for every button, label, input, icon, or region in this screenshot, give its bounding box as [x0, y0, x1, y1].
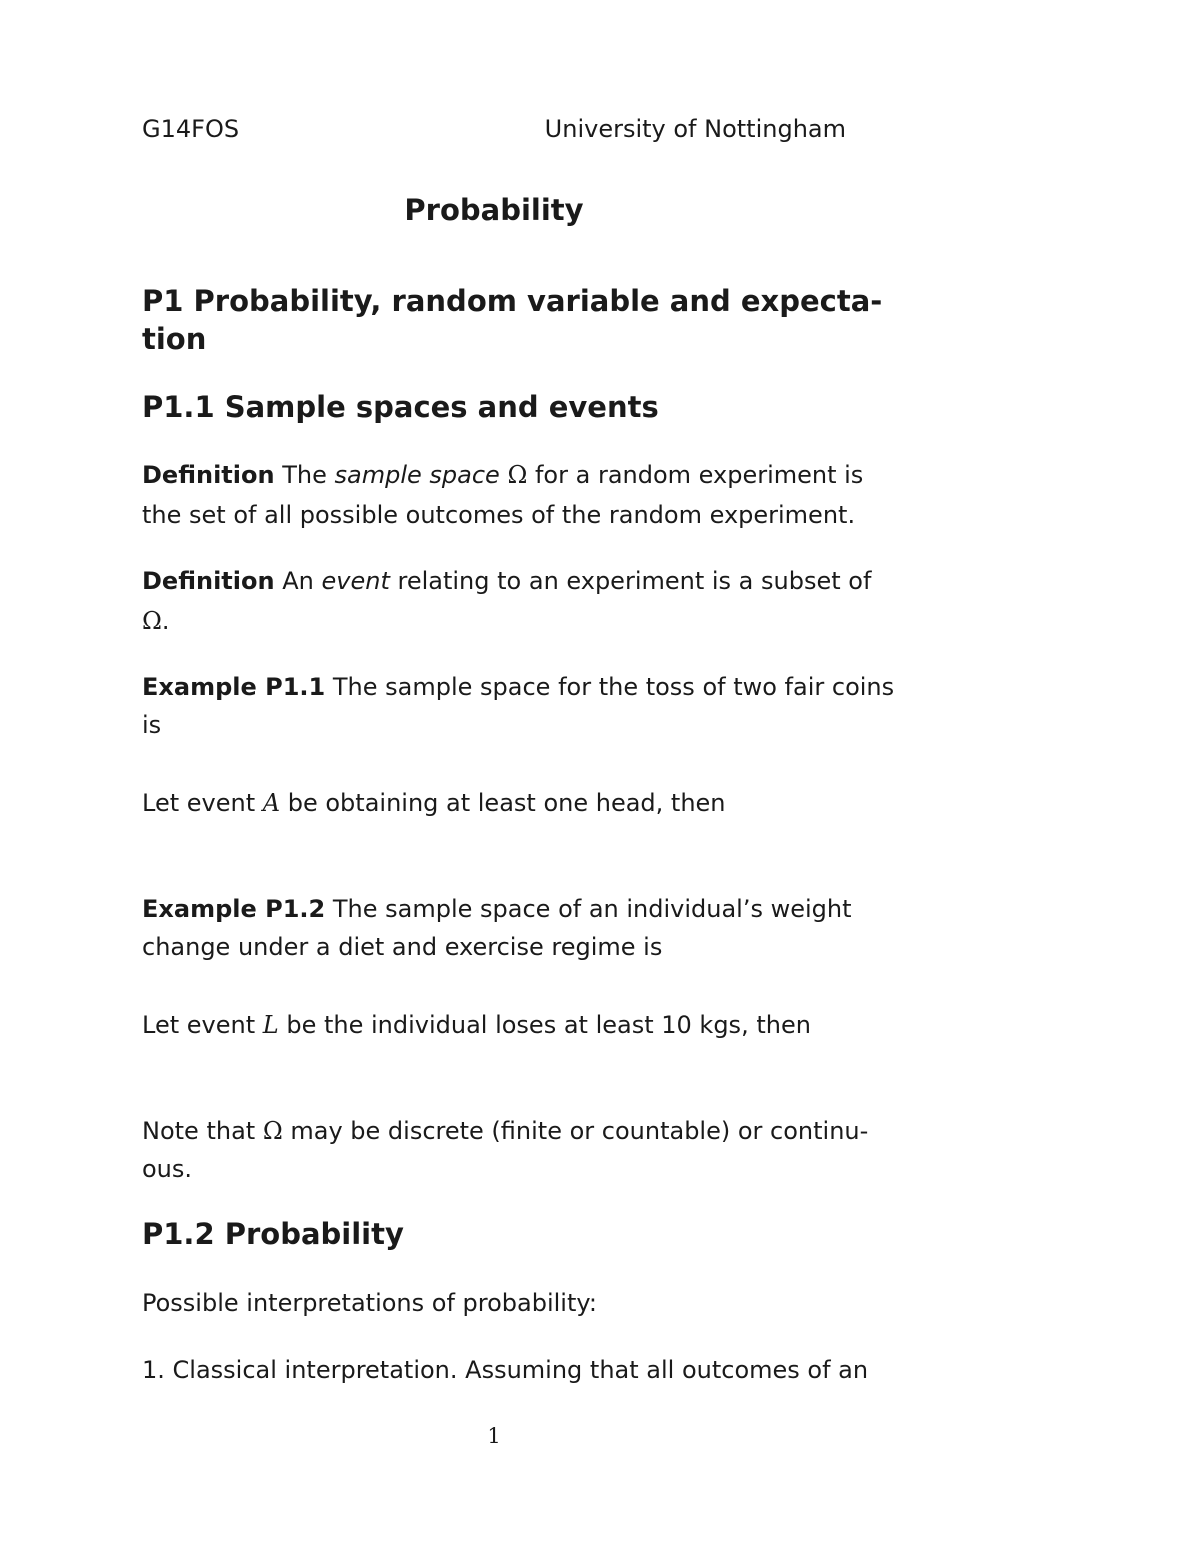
term-event: event [321, 567, 390, 595]
definition-label: Definition [142, 567, 275, 595]
note-line1: Note that Ω may be discrete (finite or countable) or continu- [142, 1117, 869, 1145]
section-heading-line2: tion [142, 322, 207, 356]
example-p1-2-line2: change under a diet and exercise regime is [142, 933, 663, 961]
example-p1-2-event: Let event L be the individual loses at least 10 kgs, then [142, 1011, 811, 1039]
example-p1-2-line1: Example P1.2 The sample space of an individual’s weight [142, 895, 852, 923]
definition-event-line1: Definition An event relating to an experiment is a subset of [142, 567, 872, 595]
event-variable-a: A [262, 789, 281, 817]
example-p1-1-line1: Example P1.1 The sample space for the toss of two fair coins [142, 673, 895, 701]
example-p1-1-line2: is [142, 711, 162, 739]
definition-event-line2: Ω. [142, 607, 170, 635]
page-number: 1 [487, 1424, 501, 1448]
example-label: Example P1.2 [142, 895, 326, 923]
example-p1-1-event: Let event A be obtaining at least one head, then [142, 789, 726, 817]
course-code: G14FOS [142, 115, 240, 143]
definition-sample-space-line2: the set of all possible outcomes of the random experiment. [142, 501, 856, 529]
definition-label: Definition [142, 461, 275, 489]
section-heading-line1: P1 Probability, random variable and expecta- [142, 284, 883, 318]
omega-symbol: Ω [507, 461, 528, 489]
event-variable-l: L [262, 1011, 279, 1039]
term-sample-space: sample space [334, 461, 500, 489]
subsection-heading-sample-spaces: P1.1 Sample spaces and events [142, 390, 659, 424]
definition-sample-space-line1: Definition The sample space Ω for a random experiment is [142, 461, 864, 489]
page-title: Probability [404, 193, 584, 227]
institution-name: University of Nottingham [544, 115, 846, 143]
subsection-heading-probability: P1.2 Probability [142, 1217, 404, 1251]
note-line2: ous. [142, 1155, 193, 1183]
example-label: Example P1.1 [142, 673, 326, 701]
list-item-classical: 1. Classical interpretation. Assuming that all outcomes of an [142, 1356, 869, 1384]
omega-symbol: Ω [142, 607, 162, 635]
interpretations-intro: Possible interpretations of probability: [142, 1289, 597, 1317]
omega-symbol: Ω [262, 1117, 283, 1145]
